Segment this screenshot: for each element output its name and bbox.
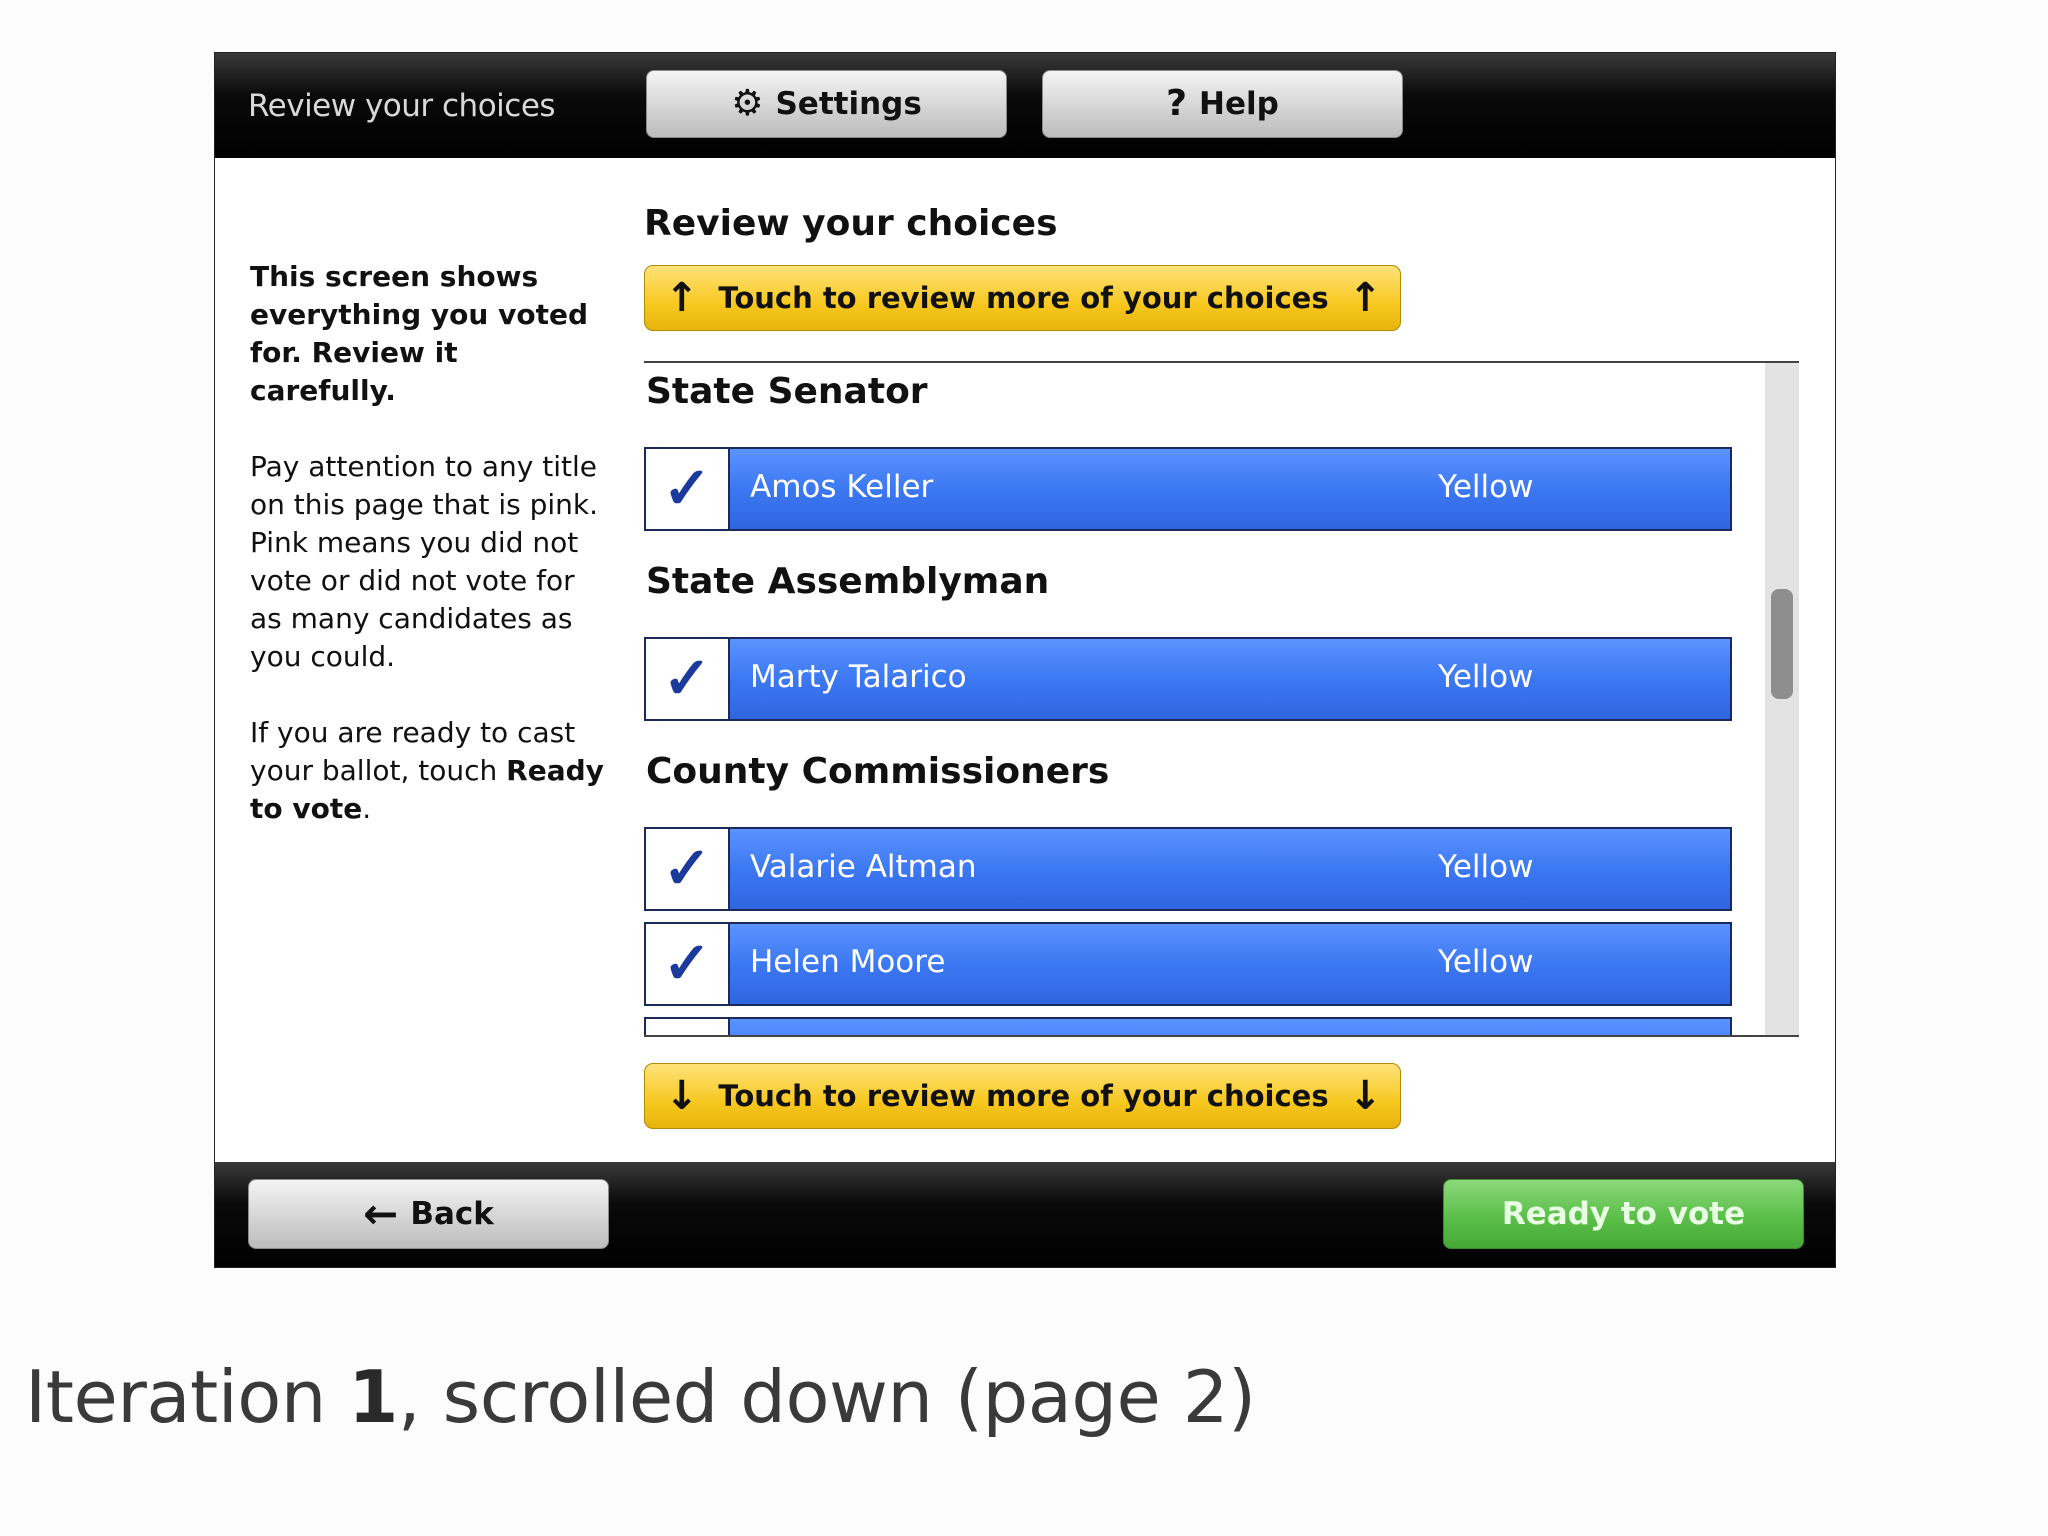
candidate-party: Yellow: [1438, 849, 1534, 885]
bottom-bar: [215, 1162, 1835, 1267]
ballot-screen: [214, 52, 1836, 1268]
candidate-name: Helen Moore: [750, 944, 946, 980]
ready-to-vote-button[interactable]: [1443, 1179, 1804, 1249]
ready-emphasis: Ready to vote: [250, 754, 604, 825]
contest-title: State Assemblyman: [646, 561, 1050, 602]
choices-list: [644, 361, 1799, 1037]
choice-fill: [730, 639, 1730, 719]
page-heading: Review your choices: [644, 203, 1058, 244]
instructions-ready: [250, 714, 610, 828]
screen-title: Review your choices: [248, 88, 556, 124]
caption-suffix: , scrolled down (page 2): [397, 1355, 1256, 1439]
choice-fill: [730, 924, 1730, 1004]
ready-to-vote-label: Ready to vote: [1501, 1196, 1746, 1232]
candidate-name: Valarie Altman: [750, 849, 977, 885]
scroll-down-label: Touch to review more of your choices: [718, 1079, 1329, 1113]
candidate-party: Yellow: [1438, 944, 1534, 980]
checkmark-icon: ✓: [646, 829, 730, 909]
instructions-panel: [250, 258, 610, 866]
help-label: Help: [1199, 86, 1279, 122]
checkbox: [646, 1019, 730, 1037]
instructions-intro: This screen shows everything you voted for. Review it carefully.: [250, 260, 589, 407]
choice-fill: [730, 449, 1730, 529]
scroll-up-label: Touch to review more of your choices: [718, 281, 1329, 315]
scrollbar-track[interactable]: [1765, 363, 1799, 1035]
choice-row[interactable]: [644, 447, 1732, 531]
back-button[interactable]: [248, 1179, 609, 1249]
choice-row[interactable]: [644, 922, 1732, 1006]
arrow-up-icon: ↑: [1348, 275, 1382, 321]
figure-caption: [25, 1355, 1256, 1439]
arrow-down-icon: ↓: [665, 1073, 699, 1119]
contest-title: County Commissioners: [646, 751, 1110, 792]
back-label: Back: [410, 1196, 494, 1232]
ready-suffix: .: [362, 792, 372, 825]
ready-prefix: If you are ready to cast your ballot, touch: [250, 716, 576, 787]
settings-label: Settings: [775, 86, 922, 122]
arrow-down-icon: ↓: [1348, 1073, 1382, 1119]
settings-button[interactable]: [646, 70, 1007, 138]
checkmark-icon: ✓: [646, 924, 730, 1004]
checkmark-icon: ✓: [646, 449, 730, 529]
scrollbar-thumb[interactable]: [1771, 589, 1793, 699]
instructions-pink-note: Pay attention to any title on this page that is pink. Pink means you did not vote or did not vote for as many candidates as you could.: [250, 450, 599, 673]
candidate-party: Yellow: [1438, 659, 1534, 695]
scroll-up-button[interactable]: [644, 265, 1401, 331]
contest-title: State Senator: [646, 371, 928, 412]
question-mark-icon: ?: [1166, 83, 1188, 124]
candidate-name: Marty Talarico: [750, 659, 967, 695]
help-button[interactable]: [1042, 70, 1403, 138]
candidate-name: Amos Keller: [750, 469, 934, 505]
choice-row-partial[interactable]: [644, 1017, 1732, 1037]
candidate-party: Yellow: [1438, 469, 1534, 505]
choice-row[interactable]: [644, 827, 1732, 911]
arrow-left-icon: ←: [363, 1189, 399, 1238]
scroll-down-button[interactable]: [644, 1063, 1401, 1129]
arrow-up-icon: ↑: [665, 275, 699, 321]
caption-number: 1: [348, 1355, 398, 1439]
top-bar: [215, 53, 1835, 158]
caption-prefix: Iteration: [25, 1355, 349, 1439]
choice-fill: [730, 1019, 1730, 1037]
choice-fill: [730, 829, 1730, 909]
checkmark-icon: ✓: [646, 639, 730, 719]
gear-icon: ⚙: [731, 83, 764, 124]
choice-row[interactable]: [644, 637, 1732, 721]
